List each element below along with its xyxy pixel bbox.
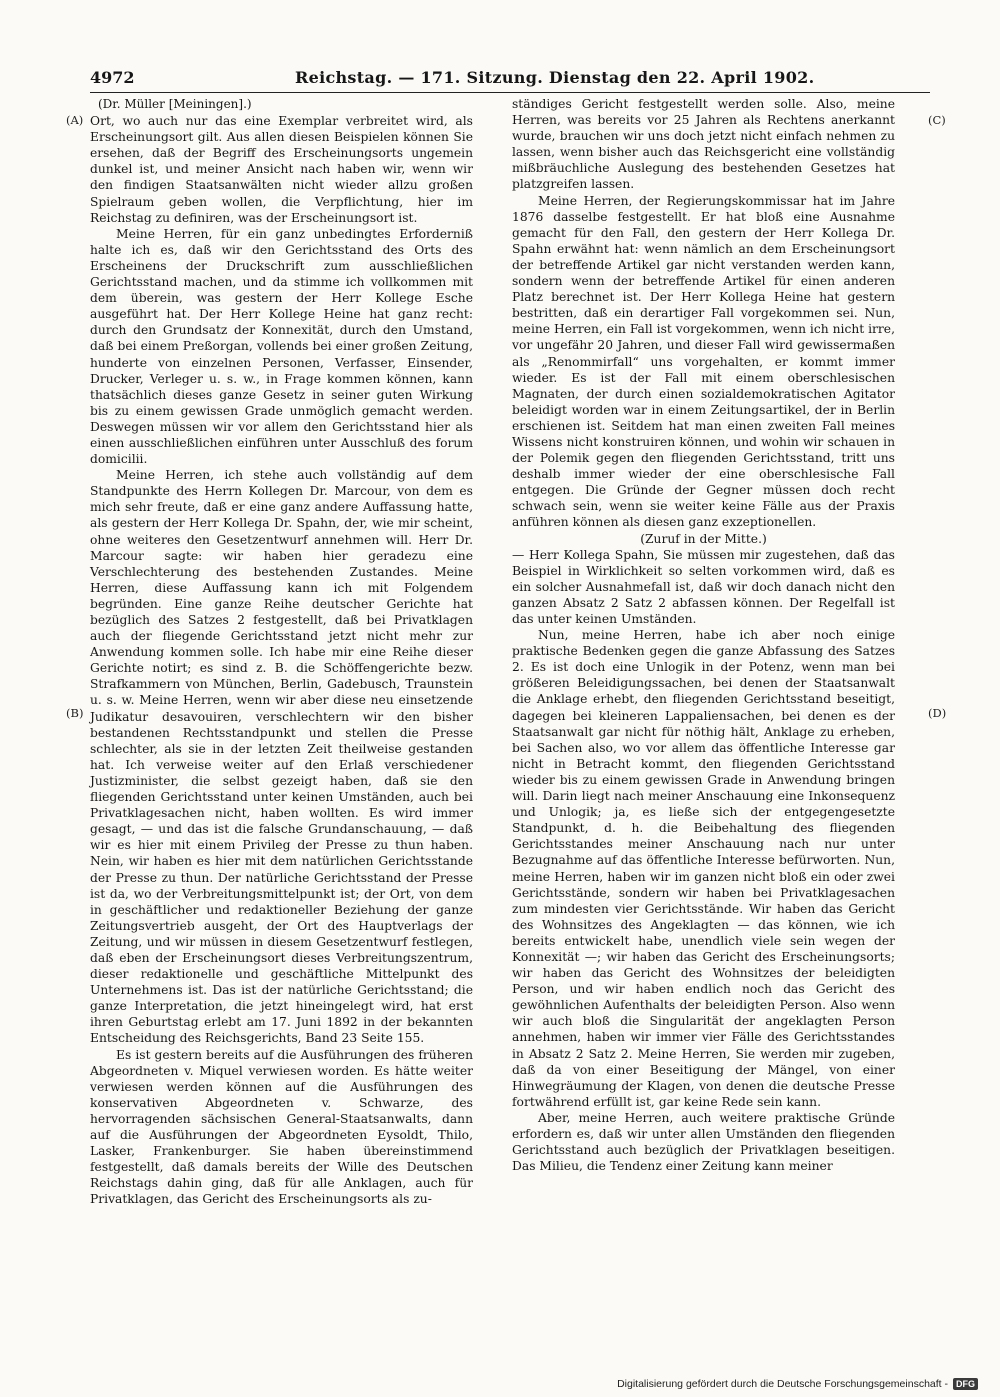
- paragraph: Meine Herren, für ein ganz unbedingtes Erforderniß halte ich es, daß wir den Gerichtsstand des Orts des Erscheinens der Druckschrift zum ausschließlichen Gerichtsstand machen, und da stimme ich vollkommen mit dem überein, was gestern der Herr Kollege Esche ausgeführt hat. Der Herr Kollege Heine hat ganz recht: durch den Grundsatz der Konnexität, durch den Umstand, daß bei einem Preßorgan, vollends bei einer großen Zeitung, hunderte von einzelnen Personen, Verfasser, Einsender, Drucker, Verleger u. s. w., in Frage kommen können, kann thatsächlich dieses ganze Gesetz in seiner guten Wirkung bis zu einem gewissen Grade unmöglich gemacht werden. Deswegen müssen wir vor allem den Gerichtsstand hier als einen ausschließlichen einführen unter Ausschluß des forum domicilii.: [90, 226, 473, 467]
- right-column: [512, 96, 895, 1174]
- margin-mark-c: (C): [928, 113, 946, 127]
- interjection: (Zuruf in der Mitte.): [640, 531, 767, 546]
- speaker-label: (Dr. Müller [Meiningen].): [98, 97, 252, 111]
- margin-mark-a: (A): [66, 113, 84, 127]
- paragraph: ständiges Gericht festgestellt werden solle. Also, meine Herren, was bereits vor 25 Jahren als Rechtens anerkannt wurde, brauchen wir uns doch jetzt nicht einfach nehmen zu lassen, wenn bisher auch das Reichsgericht eine vollständig mißbräuchliche Auslegung des bestehenden Gesetzes hat platzgreifen lassen.: [512, 97, 895, 192]
- paragraph: Ort, wo auch nur das eine Exemplar verbreitet wird, als Erscheinungsort gilt. Aus allen diesen Beispielen können Sie ersehen, daß der Begriff des Erscheinungsorts ungemein dunkel ist, und meiner Ansicht nach haben wir, wenn wir den findigen Staatsanwälten nicht wieder allzu großen Spielraum geben wollen, die Verpflichtung, hier im Reichstag zu definiren, was der Erscheinungsort ist.: [90, 114, 473, 225]
- footer-text: Digitalisierung gefördert durch die Deutsche Forschungsgemeinschaft -: [617, 1378, 948, 1390]
- margin-mark-d: (D): [928, 706, 947, 720]
- paragraph: Meine Herren, ich stehe auch vollständig auf dem Standpunkte des Herrn Kollegen Dr. Marcour, von dem es mich sehr freute, daß er eine ganz andere Auffassung hatte, als gestern der Herr Kollega Dr. Spahn, der, wie mir scheint, ohne weiteres den Gesetzentwurf annehmen will. Herr Dr. Marcour sagte: wir haben hier geradezu eine Verschlechterung des bestehenden Zustandes. Meine Herren, diese Auffassung kann ich mit Folgendem begründen. Eine ganze Reihe deutscher Gerichte hat bezüglich des Satzes 2 festgestellt, daß bei Privatklagen auch der fliegende Gerichtsstand jetzt nicht mehr zur Anwendung kommen solle. Ich habe mir eine Reihe dieser Gerichte notirt; es sind z. B. die Schöffengerichte bezw. Strafkammern von München, Berlin, Gadebusch, Traunstein u. s. w. Meine Herren, wenn wir aber diese neu einsetzende Judikatur desavouiren, verschlechtern wir den bisher bestandenen Rechtsstandpunkt und stellen die Presse schlechter, als sie in der letzten Zeit theilweise gestanden hat. Ich verweise weiter auf den Erlaß verschiedener Justizminister, die selbst gezeigt haben, daß sie den fliegenden Gerichtsstand unter keinen Umständen, auch bei Privatklagesachen nicht, haben wollten. Es wird immer gesagt, — und das ist die falsche Grundanschauung, — daß wir es hier mit einem Privileg der Presse zu thun haben. Nein, wir haben es hier mit dem natürlichen Gerichtsstande der Presse zu thun. Der natürliche Gerichtsstand der Presse ist da, wo der Verbreitungsmittelpunkt ist; der Ort, von dem in geschäftlicher und redaktioneller Beziehung der ganze Zeitungsvertrieb ausgeht, der Ort des Hauptverlags der Zeitung, und wir müssen in diesem Gesetzentwurf festlegen, daß eben der Erscheinungsort dieses Verbreitungszentrum, dieser redaktionelle und geschäftliche Mittelpunkt des Unternehmens ist. Das ist der natürliche Gerichtsstand; die ganze Interpretation, die jetzt hineingelegt wird, hat erst ihren Geburtstag erlebt am 17. Juni 1892 in der bekannten Entscheidung des Reichsgerichts, Band 23 Seite 155.: [90, 468, 473, 1046]
- page-number: 4972: [90, 68, 135, 87]
- margin-mark-b: (B): [66, 706, 84, 720]
- paragraph: Aber, meine Herren, auch weitere praktische Gründe erfordern es, daß wir unter allen Umständen den fliegenden Gerichtsstand auch bezüglich der Privatklagen beseitigen. Das Milieu, die Tendenz einer Zeitung kann meiner: [512, 1110, 895, 1174]
- paragraph: Meine Herren, der Regierungskommissar hat im Jahre 1876 dasselbe festgestellt. Er hat bloß eine Ausnahme gemacht für den Fall, den gestern der Herr Kollega Dr. Spahn erwähnt hat: wenn nämlich an dem Erscheinungsort der betreffende Artikel gar nicht verstanden werden kann, sondern wenn der betreffende Artikel für einen anderen Platz berechnet ist. Der Herr Kollega Heine hat gestern bestritten, daß ein derartiger Fall vorgekommen sei. Nun, meine Herren, ein Fall ist vorgekommen, wenn ich nicht irre, vor ungefähr 20 Jahren, und dieser Fall wird gewissermaßen als „Renommirfall“ uns vorgehalten, er kommt immer wieder. Es ist der Fall mit einem oberschlesischen Magnaten, der durch einen sozialdemokratischen Agitator beleidigt worden war in einem Zeitungsartikel, der in Berlin erschienen ist. Seitdem hat man einen zweiten Fall meines Wissens nicht konstruiren können, und wohin wir schauen in der Polemik gegen den fliegenden Gerichtsstand, tritt uns deshalb immer wieder der eine oberschlesische Fall entgegen. Die Gründe der Gegner müssen doch recht schwach sein, wenn sie weiter keine Fälle aus der Praxis anführen können als diesen ganz exzeptionellen.: [512, 193, 895, 530]
- dfg-logo: DFG: [953, 1378, 978, 1390]
- digitization-footer: [617, 1378, 978, 1390]
- left-column: [90, 96, 473, 1207]
- paragraph: — Herr Kollega Spahn, Sie müssen mir zugestehen, daß das Beispiel in Wirklichkeit so selten vorkommen wird, daß es ein solcher Ausnahmefall ist, daß wir doch danach nicht den ganzen Absatz 2 Satz 2 abfassen können. Der Regelfall ist das unter keinen Umständen.: [512, 547, 895, 626]
- paragraph: Nun, meine Herren, habe ich aber noch einige praktische Bedenken gegen die ganze Abfassung des Satzes 2. Es ist doch eine Unlogik in der Potenz, wenn man bei größeren Beleidigungssachen, bei denen der Staatsanwalt die Anklage erhebt, den fliegenden Gerichtsstand beseitigt, dagegen bei kleineren Lappaliensachen, bei denen es der Staatsanwalt gar nicht für nöthig hält, Anklage zu erheben, bei Sachen also, wo vor allem das öffentliche Interesse gar nicht in Betracht kommt, den fliegenden Gerichtsstand wieder bis zu einem gewissen Grade in Anwendung bringen will. Darin liegt nach meiner Anschauung eine Inkonsequenz und Unlogik; ja, es ließe sich der entgegengesetzte Standpunkt, d. h. die Beibehaltung des fliegenden Gerichtsstandes meiner Anschauung nach nur unter Bezugnahme auf das öffentliche Interesse befürworten. Nun, meine Herren, haben wir im ganzen nicht bloß ein oder zwei Gerichtsstände, sondern wir haben bei Privatklagesachen zum mindesten vier Gerichtsstände. Wir haben das Gericht des Wohnsitzes des Angeklagten — das können, wie ich bereits entwickelt habe, unendlich viele sein wegen der Konnexität —; wir haben das Gericht des Erscheinungsorts; wir haben das Gericht des Wohnsitzes der beleidigten Person, und wir haben endlich noch das Gericht des gewöhnlichen Aufenthalts der beleidigten Person. Also wenn wir auch bloß die Singularität der angeklagten Person annehmen, haben wir immer vier Fälle des Gerichtsstandes in Absatz 2 Satz 2. Meine Herren, Sie werden mir zugeben, daß da von einer Beseitigung der Mängel, von einer Hinwegräumung der Klagen, von denen die deutsche Presse fortwährend erfüllt ist, gar keine Rede sein kann.: [512, 628, 895, 1109]
- page-header: [90, 66, 930, 93]
- paragraph: Es ist gestern bereits auf die Ausführungen des früheren Abgeordneten v. Miquel verwiesen worden. Es hätte weiter verwiesen werden können auf die Ausführungen des konservativen Abgeordneten v. Schwarze, des hervorragenden sächsischen General-Staatsanwalts, dann auf die Ausführungen der Abgeordneten Eysoldt, Thilo, Lasker, Frankenburger. Sie haben übereinstimmend festgestellt, daß damals bereits der Wille des Deutschen Reichstags dahin ging, daß für alle Anklagen, auch für Privatklagen, das Gericht des Erscheinungsorts als zu-: [90, 1047, 473, 1207]
- running-title: Reichstag. — 171. Sitzung. Dienstag den 22. April 1902.: [295, 68, 815, 87]
